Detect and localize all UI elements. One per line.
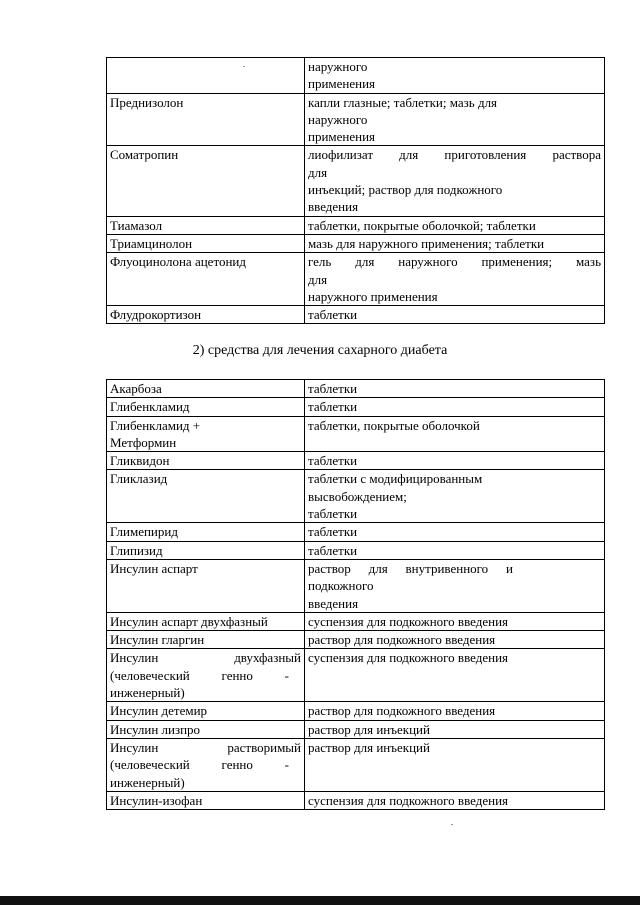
table-row [107, 523, 605, 541]
table-row [107, 416, 605, 452]
table-row [107, 93, 605, 146]
drug-name-cell [107, 702, 305, 720]
dosage-form-line: раствор для подкожного введения [308, 632, 496, 648]
drug-name: Инсулин детемир [110, 703, 208, 719]
drug-name: Глибенкламид + [110, 417, 201, 433]
dosage-form-line: мазь для наружного применения; таблетки [308, 235, 545, 251]
drug-name: Гликлазид [110, 471, 168, 487]
dosage-form-line: подкожного [308, 578, 374, 594]
dosage-form-line: таблетки [308, 453, 358, 469]
dosage-form-cell [305, 58, 605, 94]
dosage-form-cell [305, 416, 605, 452]
dosage-form-line: таблетки, покрытые оболочкой; таблетки [308, 217, 536, 233]
dosage-form-cell [305, 541, 605, 559]
drug-name: инженерный) [110, 685, 185, 701]
drug-name: Инсулин гларгин [110, 632, 205, 648]
drug-name-cell [107, 416, 305, 452]
section-heading: 2) средства для лечения сахарного диабета [192, 343, 448, 358]
dosage-form-line: раствор для внутривенного и [308, 560, 513, 576]
dosage-form-cell [305, 470, 605, 523]
drug-name-cell [107, 612, 305, 630]
dosage-form-line: таблетки [308, 381, 358, 396]
table-row [107, 398, 605, 416]
dosage-form-cell [305, 93, 605, 146]
dosage-form-cell [305, 452, 605, 470]
dosage-form-line: раствор для инъекций [308, 739, 430, 755]
table-row [107, 791, 605, 809]
dosage-form-cell [305, 306, 605, 324]
drug-name-cell [107, 559, 305, 612]
dosage-form-line: применения [308, 129, 376, 145]
drug-name: (человеческий генно - [110, 667, 289, 683]
drug-name: Инсулин аспарт [110, 560, 198, 576]
dosage-form-line: раствор для подкожного введения [308, 703, 496, 719]
dosage-form-cell [305, 253, 605, 306]
drug-name-cell [107, 146, 305, 216]
dosage-form-cell [305, 702, 605, 720]
dosage-form-cell [305, 398, 605, 416]
dosage-form-line: гель для наружного применения; мазь [308, 254, 601, 270]
table-row [107, 720, 605, 738]
drug-name-cell [107, 720, 305, 738]
dosage-form-line: таблетки [308, 307, 358, 323]
drug-name-cell [107, 541, 305, 559]
table-row [107, 541, 605, 559]
drug-name: Инсулин аспарт двухфазный [110, 613, 268, 629]
drug-name: инженерный) [110, 774, 185, 790]
dosage-form-line: таблетки [308, 399, 358, 415]
drug-name-cell [107, 216, 305, 234]
dosage-form-line: раствор для инъекций [308, 721, 430, 737]
table-row [107, 234, 605, 252]
drug-name-cell [107, 452, 305, 470]
dosage-form-cell [305, 649, 605, 702]
dosage-form-cell [305, 146, 605, 216]
dosage-form-cell [305, 612, 605, 630]
drug-name-cell [107, 58, 305, 94]
table-row [107, 702, 605, 720]
drug-name: Гликвидон [110, 453, 170, 469]
dosage-form-line: применения [308, 76, 376, 92]
dosage-form-line: суспензия для подкожного введения [308, 650, 509, 666]
dosage-form-line: инъекций; раствор для подкожного [308, 182, 503, 198]
dosage-form-cell [305, 523, 605, 541]
dosage-form-line: для [308, 164, 328, 180]
table-row [107, 631, 605, 649]
dosage-form-cell [305, 738, 605, 791]
dosage-form-line: введения [308, 199, 359, 215]
dosage-form-cell [305, 216, 605, 234]
dosage-form-cell [305, 559, 605, 612]
drug-name-cell [107, 649, 305, 702]
drug-name: Тиамазол [110, 217, 163, 233]
drug-name: Инсулин лизпро [110, 721, 201, 737]
dosage-form-cell [305, 380, 605, 398]
table-row [107, 649, 605, 702]
drug-name-cell [107, 234, 305, 252]
dosage-form-cell [305, 791, 605, 809]
dosage-form-line: таблетки, покрытые оболочкой [308, 417, 480, 433]
drug-name: Инсулин-изофан [110, 792, 203, 808]
table-row [107, 146, 605, 216]
drug-name-cell [107, 380, 305, 398]
table-row [107, 58, 605, 94]
drug-name-cell [107, 398, 305, 416]
drug-name: Инсулин двухфазный [110, 650, 301, 666]
dosage-form-cell [305, 631, 605, 649]
dosage-form-cell [305, 234, 605, 252]
dosage-form-line: таблетки [308, 524, 358, 540]
dosage-form-line: высвобождением; [308, 488, 407, 504]
table-row [107, 253, 605, 306]
drug-name: Соматропин [110, 147, 179, 163]
table-row [107, 470, 605, 523]
drug-name: Глимепирид [110, 524, 178, 540]
scan-speck [451, 824, 453, 825]
drug-name: Метформин [110, 434, 177, 450]
drug-name-cell [107, 631, 305, 649]
drug-name-cell [107, 93, 305, 146]
dosage-form-line: суспензия для подкожного введения [308, 792, 509, 808]
drug-name-cell [107, 253, 305, 306]
drug-name: Флуоцинолона ацетонид [110, 254, 246, 270]
dosage-form-line: для [308, 271, 328, 287]
dosage-form-line: лиофилизат для приготовления раствора [308, 147, 601, 163]
dosage-form-line: суспензия для подкожного введения [308, 613, 509, 629]
dosage-form-line: капли глазные; таблетки; мазь для [308, 94, 498, 110]
drug-table-continuation [106, 57, 605, 324]
dosage-form-line: введения [308, 595, 359, 611]
drug-name: Триамцинолон [110, 235, 193, 251]
dosage-form-line: таблетки [308, 542, 358, 558]
drug-name: Преднизолон [110, 94, 184, 110]
drug-name-cell [107, 306, 305, 324]
dosage-form-line: таблетки с модифицированным [308, 471, 483, 487]
drug-name: Акарбоза [110, 381, 162, 396]
drug-name: (человеческий генно - [110, 757, 289, 773]
table-row [107, 452, 605, 470]
drug-name: Флудрокортизон [110, 307, 202, 323]
drug-table-diabetes [106, 379, 605, 810]
drug-name: Инсулин растворимый [110, 739, 301, 755]
dosage-form-line: таблетки [308, 506, 358, 522]
dosage-form-line: наружного применения [308, 288, 438, 304]
dosage-form-line: наружного [308, 111, 368, 127]
dosage-form-cell [305, 720, 605, 738]
table-row [107, 612, 605, 630]
drug-name: Глипизид [110, 542, 163, 558]
scan-edge-bar [0, 896, 640, 905]
table-row [107, 380, 605, 398]
drug-name-cell [107, 470, 305, 523]
table-row [107, 306, 605, 324]
table-row [107, 559, 605, 612]
dosage-form-line: наружного [308, 59, 368, 74]
scan-speck [243, 66, 245, 67]
table-row [107, 738, 605, 791]
drug-name: Глибенкламид [110, 399, 190, 415]
table-row [107, 216, 605, 234]
drug-name-cell [107, 738, 305, 791]
drug-name-cell [107, 791, 305, 809]
drug-name-cell [107, 523, 305, 541]
